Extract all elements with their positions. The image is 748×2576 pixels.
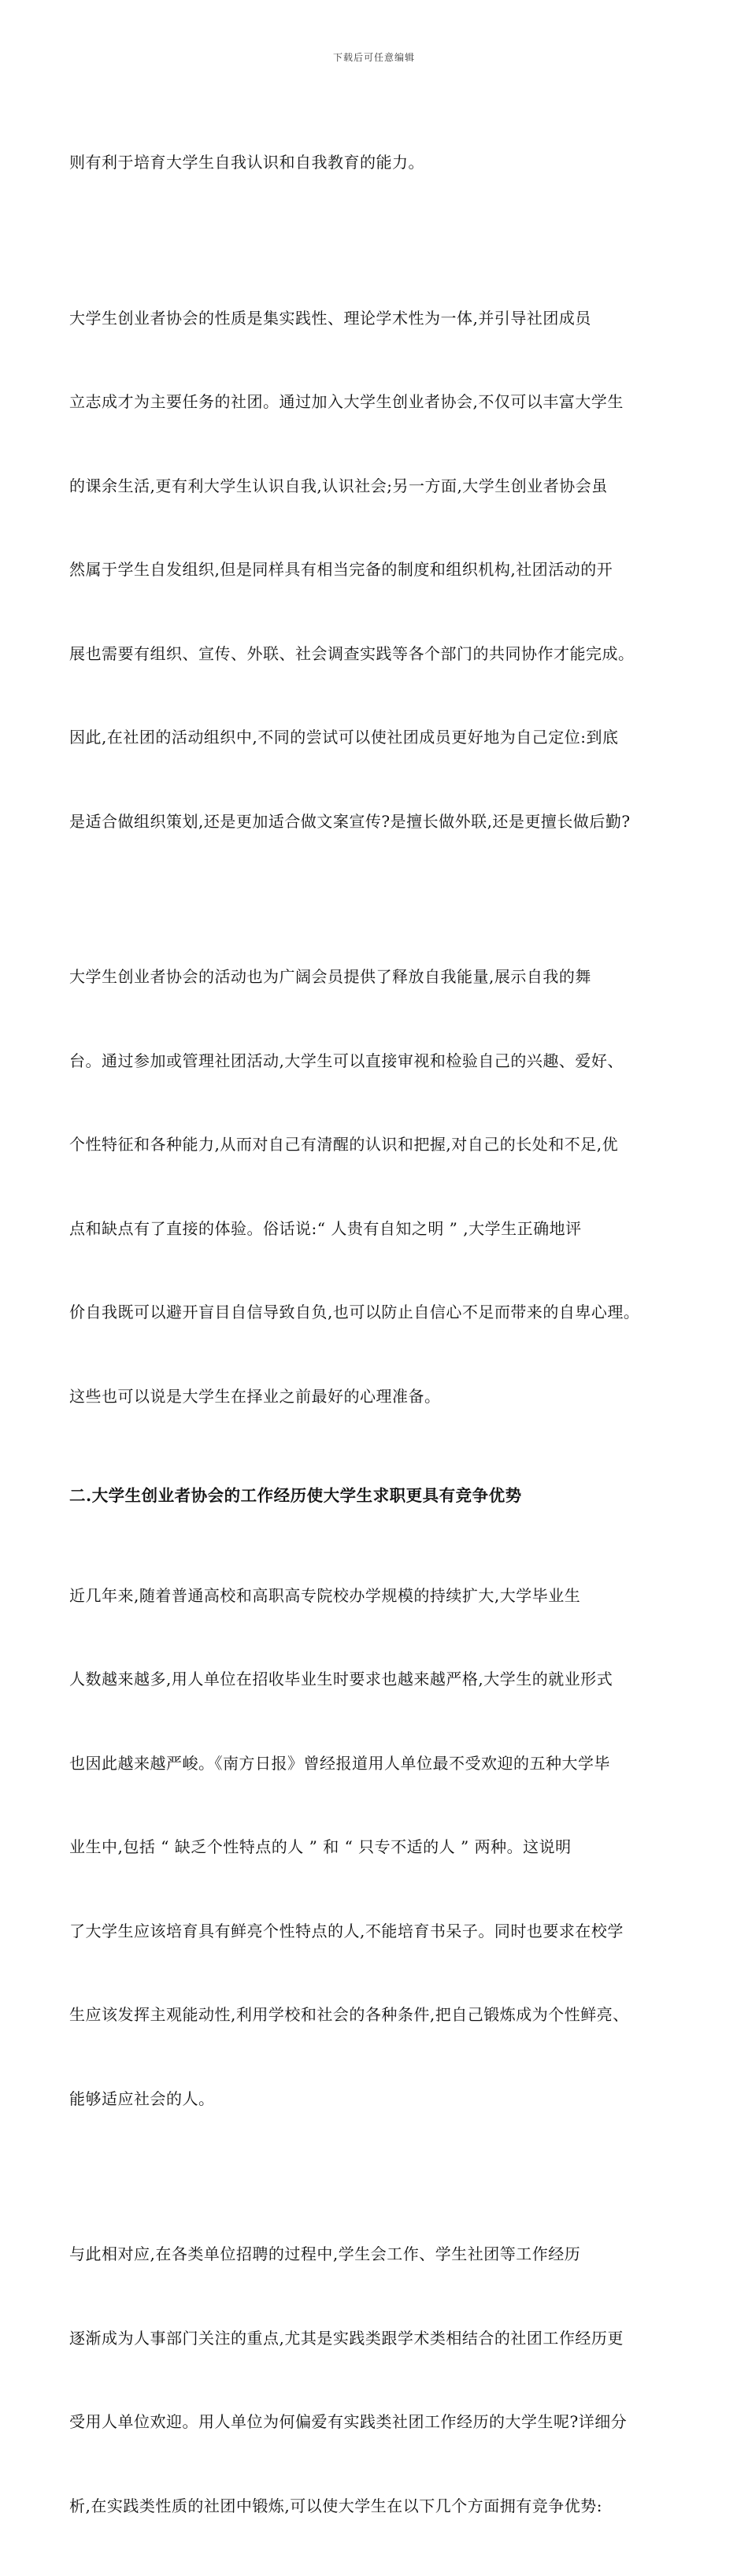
page-header: 下载后可任意编辑 [332,52,415,63]
paragraph-3 [69,907,691,1466]
text-line: 点和缺点有了直接的体验。俗话说:“ 人贵有自知之明 ” ,大学生正确地评 [69,1218,582,1238]
text-line: 台。通过参加或管理社团活动,大学生可以直接审视和检验自己的兴趣、爱好、 [69,1051,624,1070]
text-line: 展也需要有组织、宣传、外联、社会调查实践等各个部门的共同协作才能完成。 [69,643,635,663]
paragraph-gap [69,1466,691,1482]
text-line: 则有利于培育大学生自我认识和自我教育的能力。 [69,153,424,172]
text-line: 的课余生活,更有利大学生认识自我,认识社会;另一方面,大学生创业者协会虽 [69,476,608,495]
text-line: 然属于学生自发组织,但是同样具有相当完备的制度和组织机构,社团活动的开 [69,560,613,579]
text-line: 业生中,包括 “ 缺乏个性特点的人 ” 和 “ 只专不适的人 ” 两种。这说明 [69,1837,572,1856]
text-line: 受用人单位欢迎。用人单位为何偏爱有实践类社团工作经历的大学生呢?详细分 [69,2412,628,2431]
text-line: 人数越来越多,用人单位在招收毕业生时要求也越来越严格,大学生的就业形式 [69,1670,613,1688]
text-line: 也因此越来越严峻。《南方日报》曾经报道用人单位最不受欢迎的五种大学毕 [69,1753,610,1773]
text-line: 这些也可以说是大学生在择业之前最好的心理准备。 [69,1386,441,1406]
text-line: 生应该发挥主观能动性,利用学校和社会的各种条件,把自己锻炼成为个性鲜亮、 [69,2005,629,2024]
paragraph-1 [69,93,691,233]
text-line: 逐渐成为人事部门关注的重点,尤其是实践类跟学术类相结合的社团工作经历更 [69,2328,624,2348]
paragraph-gap [69,233,691,249]
paragraph-5 [69,2185,691,2576]
text-line: 析,在实践类性质的社团中锻炼,可以使大学生在以下几个方面拥有竞争优势: [69,2496,602,2515]
section-heading: 二.大学生创业者协会的工作经历使大学生求职更具有竞争优势 [69,1486,522,1505]
text-line: 与此相对应,在各类单位招聘的过程中,学生会工作、学生社团等工作经历 [69,2244,581,2263]
document-body [69,93,691,2576]
paragraph-gap [69,2169,691,2185]
text-line: 是适合做组织策划,还是更加适合做文案宣传?是擅长做外联,还是更擅长做后勤? [69,811,631,831]
text-line: 了大学生应该培育具有鲜亮个性特点的人,不能培育书呆子。同时也要求在校学 [69,1921,624,1940]
paragraph-4 [69,1526,691,2170]
text-line: 大学生创业者协会的性质是集实践性、理论学术性为一体,并引导社团成员 [69,308,591,328]
paragraph-gap [69,891,691,907]
text-line: 大学生创业者协会的活动也为广阔会员提供了释放自我能量,展示自我的舞 [69,967,591,986]
text-line: 因此,在社团的活动组织中,不同的尝试可以使社团成员更好地为自己定位:到底 [69,728,619,747]
text-line: 近几年来,随着普通高校和高职高专院校办学规模的持续扩大,大学毕业生 [69,1585,581,1605]
text-line: 价自我既可以避开盲目自信导致自负,也可以防止自信心不足而带来的自卑心理。 [69,1303,640,1321]
text-line: 立志成才为主要任务的社团。通过加入大学生创业者协会,不仅可以丰富大学生 [69,392,624,411]
text-line: 能够适应社会的人。 [69,2089,215,2108]
text-line: 个性特征和各种能力,从而对自己有清醒的认识和把握,对自己的长处和不足,优 [69,1135,619,1154]
paragraph-2 [69,249,691,892]
paragraph-gap [69,1510,691,1526]
